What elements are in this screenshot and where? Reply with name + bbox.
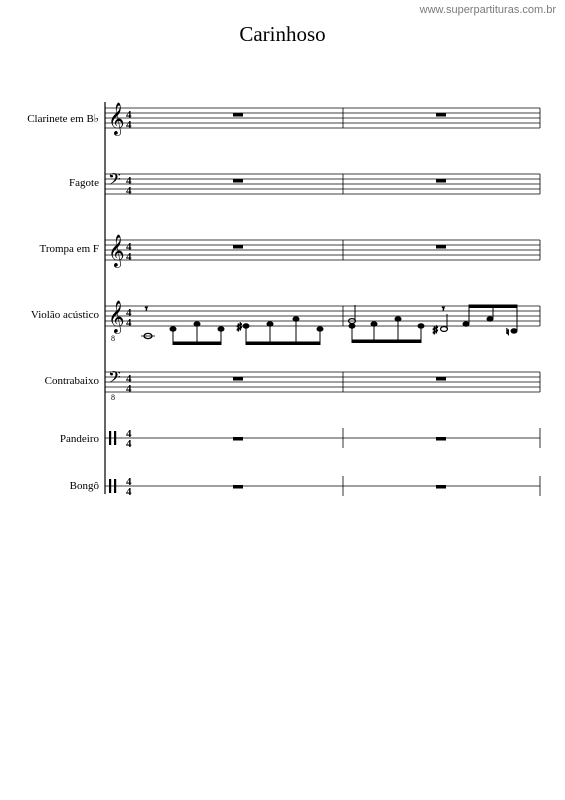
time-sig-top: 4 <box>126 428 132 440</box>
time-sig-bottom: 4 <box>126 438 132 450</box>
whole-rest <box>233 179 243 183</box>
time-sig-top: 4 <box>126 476 132 488</box>
beam <box>246 342 320 345</box>
whole-rest <box>233 245 243 249</box>
instrument-label-double-bass: Contrabaixo <box>44 375 99 387</box>
staff-horn <box>105 240 540 260</box>
half-note <box>441 327 448 332</box>
time-sig-bottom: 4 <box>126 119 132 131</box>
ottava-mark: 8 <box>111 334 115 343</box>
beam <box>469 305 517 308</box>
whole-rest <box>436 113 446 117</box>
whole-rest <box>233 485 243 489</box>
instrument-label-bongo: Bongô <box>69 480 99 492</box>
bass-clef-icon: 𝄢 <box>108 367 121 391</box>
sharp-icon: ♯ <box>237 322 242 333</box>
whole-rest <box>233 377 243 381</box>
whole-rest <box>233 437 243 441</box>
sharp-icon: ♯ <box>433 325 438 336</box>
score-title: Carinhoso <box>239 22 326 46</box>
eighth-rest: 𝄾 <box>145 304 148 315</box>
staff-pandeiro <box>105 428 540 448</box>
instrument-label-pandeiro: Pandeiro <box>59 433 99 445</box>
bass-clef-icon: 𝄢 <box>108 169 121 193</box>
instrument-label-horn: Trompa em F <box>39 243 99 255</box>
whole-rest <box>436 485 446 489</box>
beam <box>352 340 421 343</box>
guitar-measure-2 <box>349 304 518 343</box>
time-sig-top: 4 <box>126 109 132 121</box>
time-sig-bottom: 4 <box>126 185 132 197</box>
whole-rest <box>436 377 446 381</box>
time-sig-bottom: 4 <box>126 317 132 329</box>
time-sig-top: 4 <box>126 175 132 187</box>
time-sig-top: 4 <box>126 373 132 385</box>
time-sig-bottom: 4 <box>126 486 132 498</box>
staff-guitar <box>105 306 540 336</box>
staff-clarinet <box>105 108 540 128</box>
staff-double-bass <box>105 372 540 392</box>
treble-clef-icon: 𝄞 <box>108 102 125 135</box>
percussion-clef-icon <box>109 431 111 445</box>
instrument-label-guitar: Violão acústico <box>30 309 99 321</box>
whole-rest <box>436 245 446 249</box>
time-sig-top: 4 <box>126 241 132 253</box>
instrument-label-clarinet: Clarinete em B♭ <box>27 113 99 125</box>
time-sig-bottom: 4 <box>126 251 132 263</box>
guitar-measure-1 <box>144 304 323 345</box>
eighth-rest: 𝄾 <box>442 304 445 315</box>
whole-rest <box>436 179 446 183</box>
time-sig-top: 4 <box>126 307 132 319</box>
treble-clef-icon: 𝄞 <box>108 300 125 333</box>
staff-bassoon <box>105 174 540 194</box>
whole-rest <box>436 437 446 441</box>
whole-rest <box>233 113 243 117</box>
percussion-clef-icon <box>109 479 111 493</box>
ottava-mark: 8 <box>111 393 115 402</box>
natural-icon: ♮ <box>506 327 510 337</box>
time-sig-bottom: 4 <box>126 383 132 395</box>
instrument-label-bassoon: Fagote <box>69 177 99 189</box>
site-watermark: www.superpartituras.com.br <box>419 4 556 16</box>
beam <box>173 342 221 345</box>
treble-clef-icon: 𝄞 <box>108 234 125 267</box>
staff-bongo <box>105 476 540 496</box>
